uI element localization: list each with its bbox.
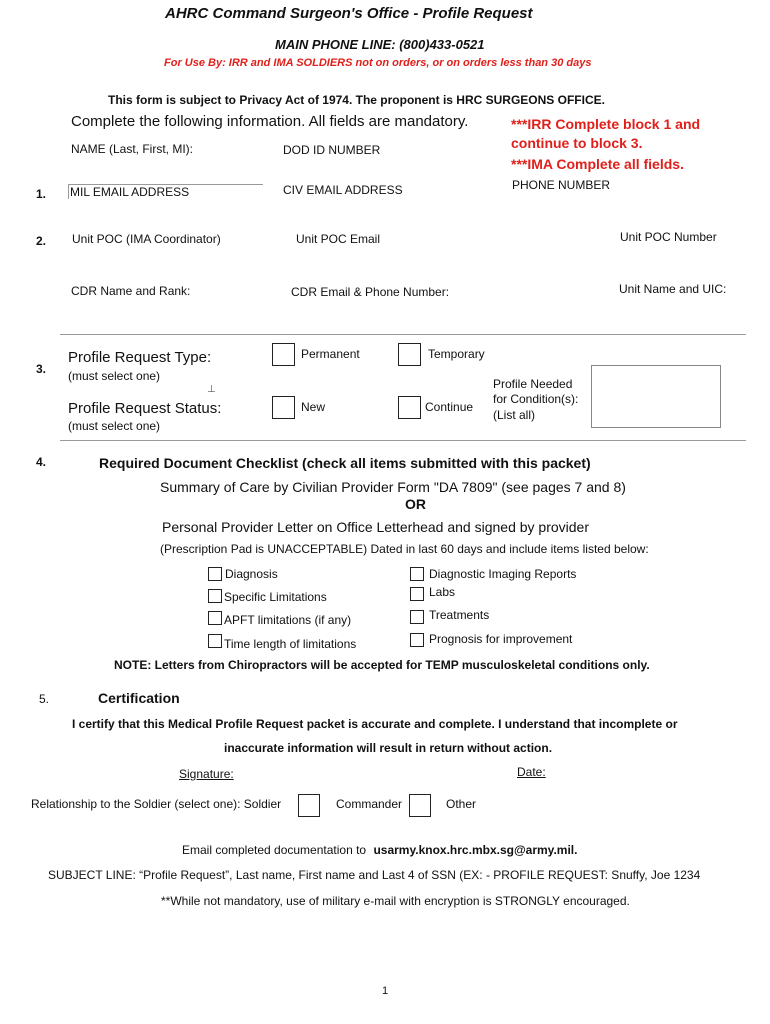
- or-separator: OR: [405, 496, 426, 512]
- conditions-input-box[interactable]: [591, 365, 721, 428]
- certification-line1: I certify that this Medical Profile Request packet is accurate and complete. I understand that incomplete or: [72, 717, 678, 731]
- prognosis-checkbox[interactable]: [410, 633, 424, 647]
- conditions-label-line3: (List all): [493, 408, 536, 422]
- time-length-checkbox[interactable]: [208, 634, 222, 648]
- apft-limitations-checkbox[interactable]: [208, 611, 222, 625]
- cursor-marker-icon: ⊥: [207, 384, 216, 395]
- block1-number: 1.: [36, 187, 47, 201]
- continue-label: Continue: [425, 400, 474, 414]
- labs-checkbox[interactable]: [410, 587, 424, 601]
- unit-poc-field-label[interactable]: Unit POC (IMA Coordinator): [72, 232, 221, 246]
- conditions-label-line2: for Condition(s):: [493, 392, 579, 406]
- ima-note: ***IMA Complete all fields.: [511, 156, 684, 172]
- permanent-checkbox[interactable]: [272, 343, 295, 366]
- commander-checkbox[interactable]: [409, 794, 431, 817]
- treatments-label: Treatments: [429, 608, 490, 622]
- form-title: AHRC Command Surgeon's Office - Profile Request: [165, 5, 533, 22]
- continue-checkbox[interactable]: [398, 396, 421, 419]
- temporary-label: Temporary: [428, 347, 485, 361]
- imaging-reports-checkbox[interactable]: [410, 567, 424, 581]
- mil-email-field[interactable]: [68, 184, 263, 199]
- diagnosis-checkbox[interactable]: [208, 567, 222, 581]
- labs-label: Labs: [429, 585, 456, 599]
- chiropractor-note: NOTE: Letters from Chiropractors will be accepted for TEMP musculoskeletal conditions only.: [114, 658, 650, 672]
- commander-label: Commander: [336, 797, 403, 811]
- cdr-name-field-label[interactable]: CDR Name and Rank:: [71, 284, 191, 298]
- unit-name-field-label[interactable]: Unit Name and UIC:: [619, 282, 727, 296]
- diagnosis-label: Diagnosis: [225, 567, 278, 581]
- dod-id-field-label[interactable]: DOD ID NUMBER: [283, 143, 381, 157]
- civ-email-field-label[interactable]: CIV EMAIL ADDRESS: [283, 183, 403, 197]
- subject-line-instructions: SUBJECT LINE: “Profile Request”, Last name, First name and Last 4 of SSN (EX: - PROFILE REQUEST: Snuffy, Joe 1234: [48, 868, 701, 882]
- date-field-label[interactable]: [517, 765, 546, 779]
- soldier-checkbox[interactable]: [298, 794, 320, 817]
- new-label: New: [301, 400, 326, 414]
- treatments-checkbox[interactable]: [410, 610, 424, 624]
- checklist-heading: Required Document Checklist (check all items submitted with this packet): [99, 455, 591, 471]
- date-text: Date:: [517, 765, 546, 779]
- irr-note-line1: ***IRR Complete block 1 and: [511, 116, 701, 132]
- irr-note-line2: continue to block 3.: [511, 135, 643, 151]
- page-number: 1: [382, 985, 389, 997]
- unit-poc-email-field-label[interactable]: Unit POC Email: [296, 232, 381, 246]
- profile-status-label: Profile Request Status:: [68, 400, 222, 417]
- mil-email-field-label: MIL EMAIL ADDRESS: [70, 185, 190, 199]
- must-select-one-status: (must select one): [68, 419, 161, 433]
- block3-number: 3.: [36, 362, 47, 376]
- main-phone-line: [275, 37, 485, 52]
- signature-field-label[interactable]: Signature:: [179, 767, 234, 781]
- conditions-label-line1: Profile Needed: [493, 377, 573, 391]
- certification-heading: Certification: [98, 690, 180, 706]
- personal-letter-line: Personal Provider Letter on Office Letterhead and signed by provider: [162, 519, 589, 535]
- encryption-note: **While not mandatory, use of military e-mail with encryption is STRONGLY encouraged.: [161, 894, 630, 908]
- submission-email-link[interactable]: usarmy.knox.hrc.mbx.sg@army.mil.: [373, 843, 578, 857]
- new-checkbox[interactable]: [272, 396, 295, 419]
- summary-of-care-line: Summary of Care by Civilian Provider Form "DA 7809" (see pages 7 and 8): [160, 479, 626, 495]
- apft-limitations-label: APFT limitations (if any): [224, 613, 352, 627]
- temporary-checkbox[interactable]: [398, 343, 421, 366]
- phone-field-label[interactable]: PHONE NUMBER: [512, 178, 611, 192]
- complete-instructions: Complete the following information. All fields are mandatory.: [71, 113, 469, 130]
- profile-type-label: Profile Request Type:: [68, 349, 212, 366]
- email-prefix: Email completed documentation to: [182, 843, 367, 857]
- prognosis-label: Prognosis for improvement: [429, 632, 573, 646]
- block2-number: 2.: [36, 234, 47, 248]
- for-use-by: For Use By: IRR and IMA SOLDIERS not on orders, or on orders less than 30 days: [164, 57, 592, 69]
- main-phone-text: MAIN PHONE LINE: (800)433-0521: [275, 37, 485, 52]
- permanent-label: Permanent: [301, 347, 360, 361]
- cdr-email-field-label[interactable]: CDR Email & Phone Number:: [291, 285, 450, 299]
- specific-limitations-checkbox[interactable]: [208, 589, 222, 603]
- prescription-note: (Prescription Pad is UNACCEPTABLE) Dated in last 60 days and include items listed below:: [160, 542, 649, 556]
- time-length-label: Time length of limitations: [224, 637, 357, 651]
- certification-line2: inaccurate information will result in return without action.: [224, 741, 553, 755]
- relationship-label: Relationship to the Soldier (select one): Soldier: [31, 797, 282, 811]
- divider-block3-4: [60, 440, 746, 441]
- specific-limitations-label: Specific Limitations: [224, 590, 327, 604]
- divider-block2-3: [60, 334, 746, 335]
- other-label: Other: [446, 797, 477, 811]
- block5-number: 5.: [39, 692, 50, 706]
- imaging-reports-label: Diagnostic Imaging Reports: [429, 567, 577, 581]
- privacy-notice: This form is subject to Privacy Act of 1974. The proponent is HRC SURGEONS OFFICE.: [108, 93, 605, 107]
- must-select-one-type: (must select one): [68, 369, 161, 383]
- unit-poc-number-field-label[interactable]: Unit POC Number: [620, 230, 717, 244]
- name-field-label[interactable]: NAME (Last, First, MI):: [71, 142, 194, 156]
- block4-number: 4.: [36, 455, 47, 469]
- email-instructions: [182, 843, 577, 857]
